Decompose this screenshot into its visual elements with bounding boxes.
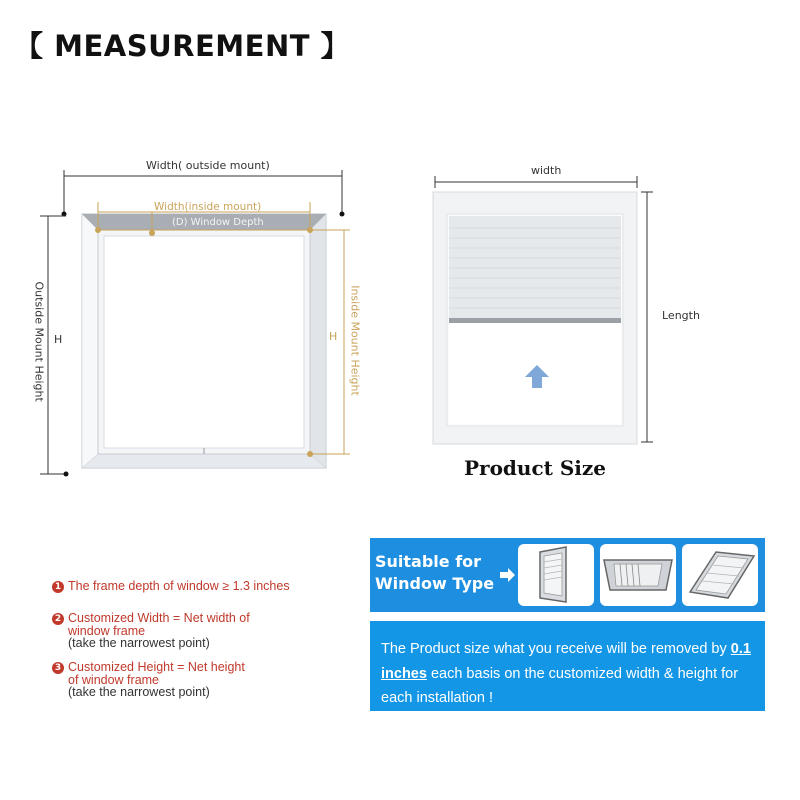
window-type-vertical: [518, 544, 594, 606]
notice-highlight: 0.1 inches: [381, 641, 751, 682]
h-right-label: H: [329, 330, 338, 343]
width-inside-label: Width(inside mount): [154, 201, 262, 213]
note-number-2: 2: [52, 613, 64, 625]
note-3-line3: (take the narrowest point): [68, 685, 210, 699]
note-2-line3: (take the narrowest point): [68, 636, 210, 650]
note-1-text: The frame depth of window ≥ 1.3 inches: [68, 579, 290, 593]
suitable-label: [375, 551, 494, 595]
notice-part2: each basis on the customized width & height for each installation !: [381, 665, 739, 706]
window-type-skylight: [682, 544, 758, 606]
note-2: [52, 612, 250, 649]
note-3-line1: Customized Height = Net height: [68, 660, 245, 674]
suitable-line2: Window Type: [375, 574, 495, 593]
notice-text: [381, 637, 766, 711]
window-depth-label: (D) Window Depth: [172, 217, 264, 228]
note-2-line2: window frame: [68, 624, 146, 638]
note-number-3: 3: [52, 662, 64, 674]
inside-height-label: Inside Mount Height: [348, 285, 362, 396]
arrow-right-icon: [500, 568, 516, 582]
product-width-label: width: [531, 164, 562, 177]
page-title: 【 MEASUREMENT 】: [14, 29, 351, 63]
note-number-1: 1: [52, 581, 64, 593]
notice-part1: The Product size what you receive will be removed by: [381, 641, 731, 657]
window-type-tilted: [600, 544, 676, 606]
outside-height-label: Outside Mount Height: [32, 281, 46, 402]
width-outside-label: Width( outside mount): [146, 159, 270, 172]
h-left-label: H: [54, 333, 63, 346]
product-size-title: Product Size: [464, 456, 606, 480]
note-2-line1: Customized Width = Net width of: [68, 611, 250, 625]
product-size-diagram: [425, 170, 665, 450]
note-3: [52, 661, 245, 698]
suitable-line1: Suitable for: [375, 552, 482, 571]
product-length-label: Length: [662, 309, 700, 322]
note-1: [52, 580, 290, 593]
note-3-line2: of window frame: [68, 673, 160, 687]
